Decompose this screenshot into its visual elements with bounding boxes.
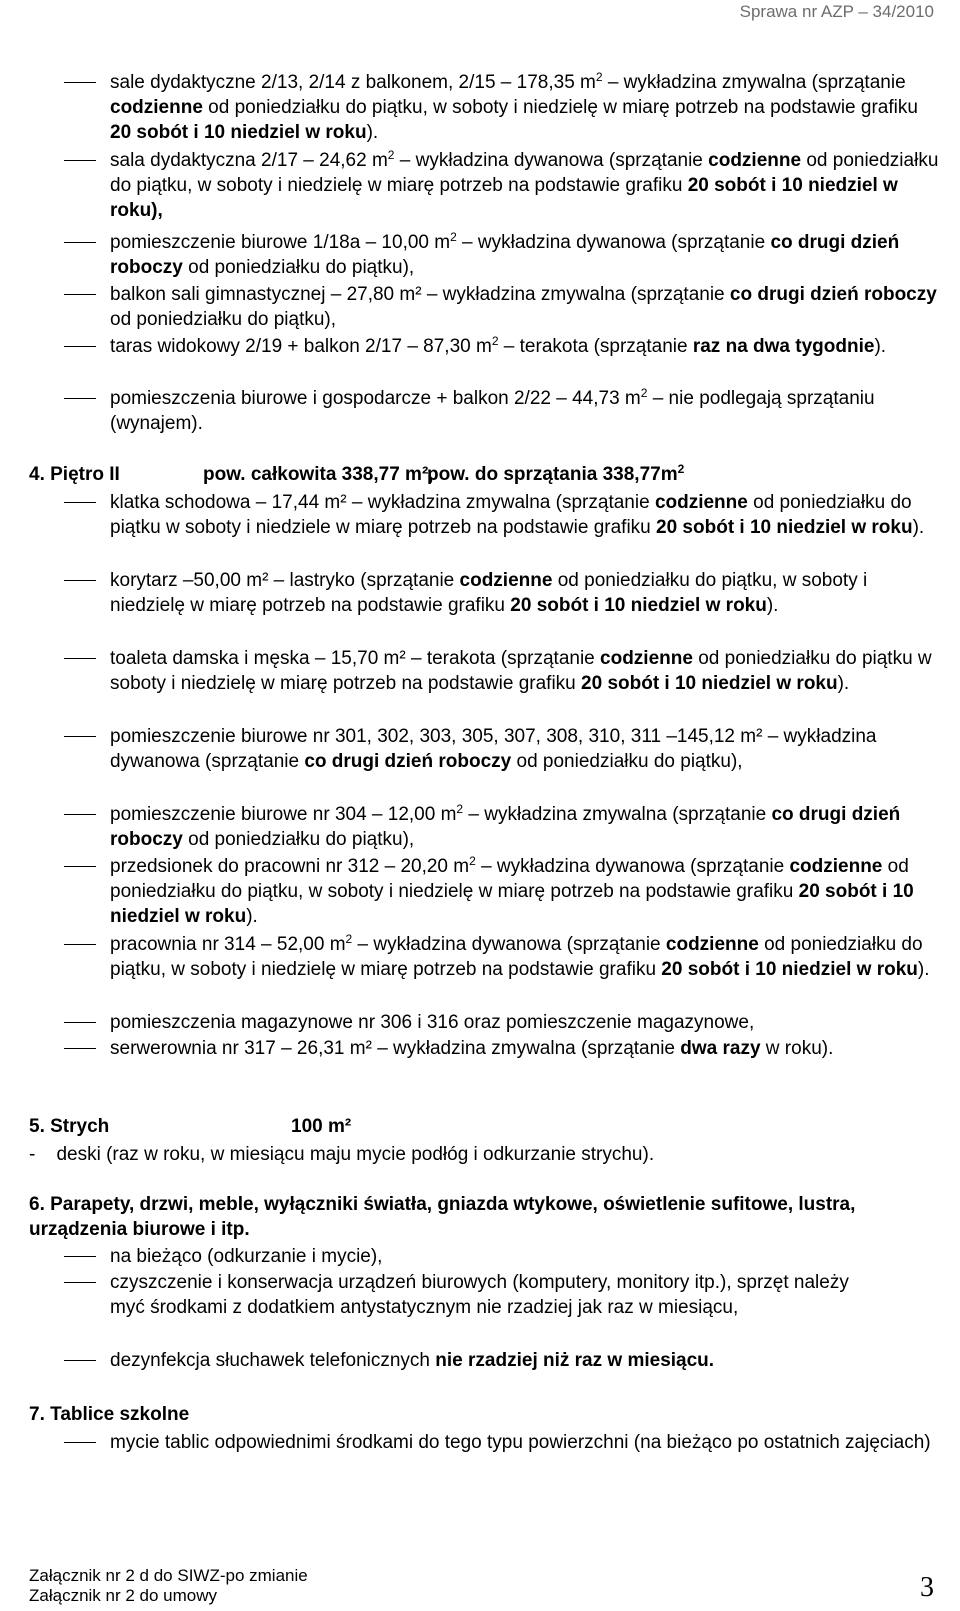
item-text: sale dydaktyczne 2/13, 2/14 z balkonem, 2/15 – 178,35 m <box>110 72 596 93</box>
item-text: na bieżąco (odkurzanie i mycie), <box>110 1246 383 1267</box>
item-text: od poniedziałku do piątku), <box>511 751 743 772</box>
superscript: 2 <box>450 230 457 244</box>
item-bold: 20 sobót i 10 niedziel w roku), <box>110 175 898 221</box>
item-text: od poniedziałku do piątku, w soboty i niedzielę w miarę potrzeb na podstawie grafiku <box>110 570 868 616</box>
footer-line-2: Załącznik nr 2 do umowy <box>29 1586 218 1605</box>
dash-bullet <box>64 82 96 83</box>
total-area: pow. całkowita 338,77 m², <box>203 464 434 485</box>
dash-bullet <box>64 1256 96 1257</box>
cleaning-area-text: pow. do sprzątania 338,77m <box>427 464 678 485</box>
cleaning-area <box>427 462 684 487</box>
item-bold: raz na dwa tygodnie <box>692 336 875 357</box>
item-text: – wykładzina zmywalna (sprzątanie <box>463 804 772 825</box>
dash-bullet <box>64 1022 96 1023</box>
list-item <box>110 932 940 982</box>
dash-bullet <box>64 580 96 581</box>
item-text: pomieszczenie biurowe nr 304 – 12,00 m <box>110 804 457 825</box>
item-bold: 20 sobót i 10 niedziel w roku <box>581 673 838 694</box>
item-text: od poniedziałku do piątku w soboty i niedzielę w miarę potrzeb na podstawie grafiku <box>110 648 932 694</box>
item-text: ). <box>246 906 258 927</box>
dash-bullet <box>64 294 96 295</box>
item-bold: 20 sobót i 10 niedziel w roku <box>110 881 914 927</box>
dash-bullet <box>64 502 96 503</box>
item-text: – wykładzina dywanowa (sprzątanie <box>456 232 771 253</box>
list-item <box>110 148 940 223</box>
dash-bullet <box>64 346 96 347</box>
section-title: 4. Piętro II <box>29 464 120 485</box>
item-text: toaleta damska i męska – 15,70 m² – terakota (sprzątanie <box>110 648 601 669</box>
dash-bullet <box>64 944 96 945</box>
item-bold: codzienne <box>654 492 748 513</box>
item-text: korytarz –50,00 m² – lastryko (sprzątanie <box>110 570 460 591</box>
list-item <box>110 1430 940 1455</box>
list-item <box>110 386 940 436</box>
item-text: – wykładzina dywanowa (sprzątanie <box>352 934 666 955</box>
superscript: 2 <box>640 386 648 400</box>
item-bold: codzienne <box>600 648 693 669</box>
item-bold: 20 sobót i 10 niedziel w roku <box>110 122 367 143</box>
item-bold: dwa razy <box>680 1038 761 1059</box>
item-bold: 20 sobót i 10 niedziel w roku <box>656 517 913 538</box>
list-item <box>110 1010 940 1035</box>
section-heading-attic <box>29 1114 629 1139</box>
section-heading-floor-2 <box>29 462 929 487</box>
dash-bullet <box>64 160 96 161</box>
superscript: 2 <box>469 854 476 868</box>
page-number: 3 <box>920 1572 934 1603</box>
item-text: – nie podlegają sprzątaniu (wynajem). <box>110 388 875 434</box>
section-heading-boards: 7. Tablice szkolne <box>29 1404 190 1425</box>
superscript: 2 <box>345 932 353 946</box>
superscript: 2 <box>491 334 499 348</box>
item-bold: co drugi dzień roboczy <box>110 232 900 278</box>
item-text: od poniedziałku do piątku, w soboty i niedzielę w miarę potrzeb na podstawie grafiku <box>110 150 939 196</box>
item-text: – wykładzina dywanowa (sprzątanie <box>475 856 790 877</box>
item-bold: codzienne <box>110 97 203 118</box>
item-text: pomieszczenia magazynowe nr 306 i 316 oraz pomieszczenie magazynowe, <box>110 1012 755 1033</box>
item-text: – wykładzina zmywalna (sprzątanie <box>602 72 906 93</box>
dash-bullet <box>64 866 96 867</box>
item-text: ). <box>912 517 925 538</box>
case-number-header: Sprawa nr AZP – 34/2010 <box>739 2 934 21</box>
item-bold: codzienne <box>459 570 553 591</box>
item-text: pomieszczenie biurowe 1/18a – 10,00 m <box>110 232 451 253</box>
list-item <box>110 334 940 359</box>
item-text: od poniedziałku do piątku, w soboty i niedzielę w miarę potrzeb na podstawie grafiku <box>110 856 909 902</box>
item-text: od poniedziałku do piątku), <box>110 309 337 330</box>
item-text: sala dydaktyczna 2/17 – 24,62 m <box>110 150 388 171</box>
item-bold: codzienne <box>789 856 883 877</box>
list-item <box>110 724 940 774</box>
dash-bullet <box>64 1282 96 1283</box>
list-item <box>110 854 940 929</box>
list-item <box>110 230 940 280</box>
item-text: pomieszczenie biurowe nr 301, 302, 303, 305, 307, 308, 310, 311 –145,12 m² – wykładzina dywanowa (sprzątanie <box>110 726 877 772</box>
list-item: - deski (raz w roku, w miesiącu maju mycie podłóg i odkurzanie strychu). <box>29 1144 655 1165</box>
list-item <box>110 70 940 145</box>
dash-bullet <box>64 1442 96 1443</box>
item-text: ). <box>917 959 930 980</box>
item-bold: nie rzadziej niż raz w miesiącu. <box>435 1350 715 1371</box>
item-text: od poniedziałku do piątku), <box>182 829 415 850</box>
footer-line-1: Załącznik nr 2 d do SIWZ-po zmianie <box>29 1566 308 1585</box>
superscript: 2 <box>387 148 395 162</box>
item-text: ). <box>837 673 850 694</box>
list-item <box>110 1036 940 1061</box>
item-text: od poniedziałku do piątku, w soboty i niedzielę w miarę potrzeb na podstawie grafiku <box>110 934 923 980</box>
superscript: 2 <box>595 70 603 84</box>
list-item <box>110 282 940 332</box>
list-item <box>110 1244 940 1269</box>
item-bold: codzienne <box>708 150 802 171</box>
dash-bullet <box>64 242 96 243</box>
dash-bullet <box>64 814 96 815</box>
item-text: taras widokowy 2/19 + balkon 2/17 – 87,30 m <box>110 336 492 357</box>
attic-area: 100 m² <box>291 1116 352 1137</box>
item-text: czyszczenie i konserwacja urządzeń biurowych (komputery, monitory itp.), sprzęt należy myć środkami z dodatkiem antystatycznym nie rzadziej jak raz w miesiącu, <box>110 1272 849 1318</box>
item-text: ). <box>366 122 379 143</box>
item-text: od poniedziałku do piątku w soboty i niedziele w miarę potrzeb na podstawie grafiku <box>110 492 912 538</box>
item-bold: 20 sobót i 10 niedziel w roku <box>661 959 918 980</box>
item-text: pracownia nr 314 – 52,00 m <box>110 934 346 955</box>
dash-bullet <box>64 1048 96 1049</box>
item-text: klatka schodowa – 17,44 m² – wykładzina zmywalna (sprzątanie <box>110 492 655 513</box>
item-text: dezynfekcja słuchawek telefonicznych <box>110 1350 436 1371</box>
superscript: 2 <box>456 802 464 816</box>
item-text: w roku). <box>760 1038 834 1059</box>
list-item <box>110 1348 940 1373</box>
list-item <box>110 802 940 852</box>
item-text: przedsionek do pracowni nr 312 – 20,20 m <box>110 856 470 877</box>
item-text: – terakota (sprzątanie <box>498 336 693 357</box>
item-text: ). <box>766 595 779 616</box>
item-bold: co drugi dzień roboczy <box>304 751 512 772</box>
item-bold: co drugi dzień roboczy <box>110 804 901 850</box>
item-text: – wykładzina dywanowa (sprzątanie <box>394 150 709 171</box>
item-bold: codzienne <box>665 934 759 955</box>
item-text: pomieszczenia biurowe i gospodarcze + balkon 2/22 – 44,73 m <box>110 388 641 409</box>
item-text: od poniedziałku do piątku, w soboty i niedzielę w miarę potrzeb na podstawie grafiku <box>202 97 918 118</box>
dash-bullet <box>64 736 96 737</box>
item-bold: 20 sobót i 10 niedziel w roku <box>510 595 767 616</box>
dash-bullet <box>64 658 96 659</box>
superscript: 2 <box>677 462 685 476</box>
list-item <box>110 646 940 696</box>
item-text: balkon sali gimnastycznej – 27,80 m² – wykładzina zmywalna (sprzątanie <box>110 284 730 305</box>
item-text: serwerownia nr 317 – 26,31 m² – wykładzina zmywalna (sprzątanie <box>110 1038 681 1059</box>
list-item <box>110 568 940 618</box>
item-text: od poniedziałku do piątku), <box>182 257 415 278</box>
section-title: 5. Strych <box>29 1116 110 1137</box>
item-bold: co drugi dzień roboczy <box>729 284 937 305</box>
list-item <box>110 490 940 540</box>
dash-bullet <box>64 1360 96 1361</box>
dash-bullet <box>64 398 96 399</box>
section-heading-fixtures: 6. Parapety, drzwi, meble, wyłączniki światła, gniazda wtykowe, oświetlenie sufitowe, lustra, urządzenia biurowe i itp. <box>29 1194 856 1240</box>
item-text: ). <box>874 336 887 357</box>
list-item <box>110 1270 880 1320</box>
item-text: mycie tablic odpowiednimi środkami do tego typu powierzchni (na bieżąco po ostatnich zajęciach) <box>110 1432 931 1453</box>
